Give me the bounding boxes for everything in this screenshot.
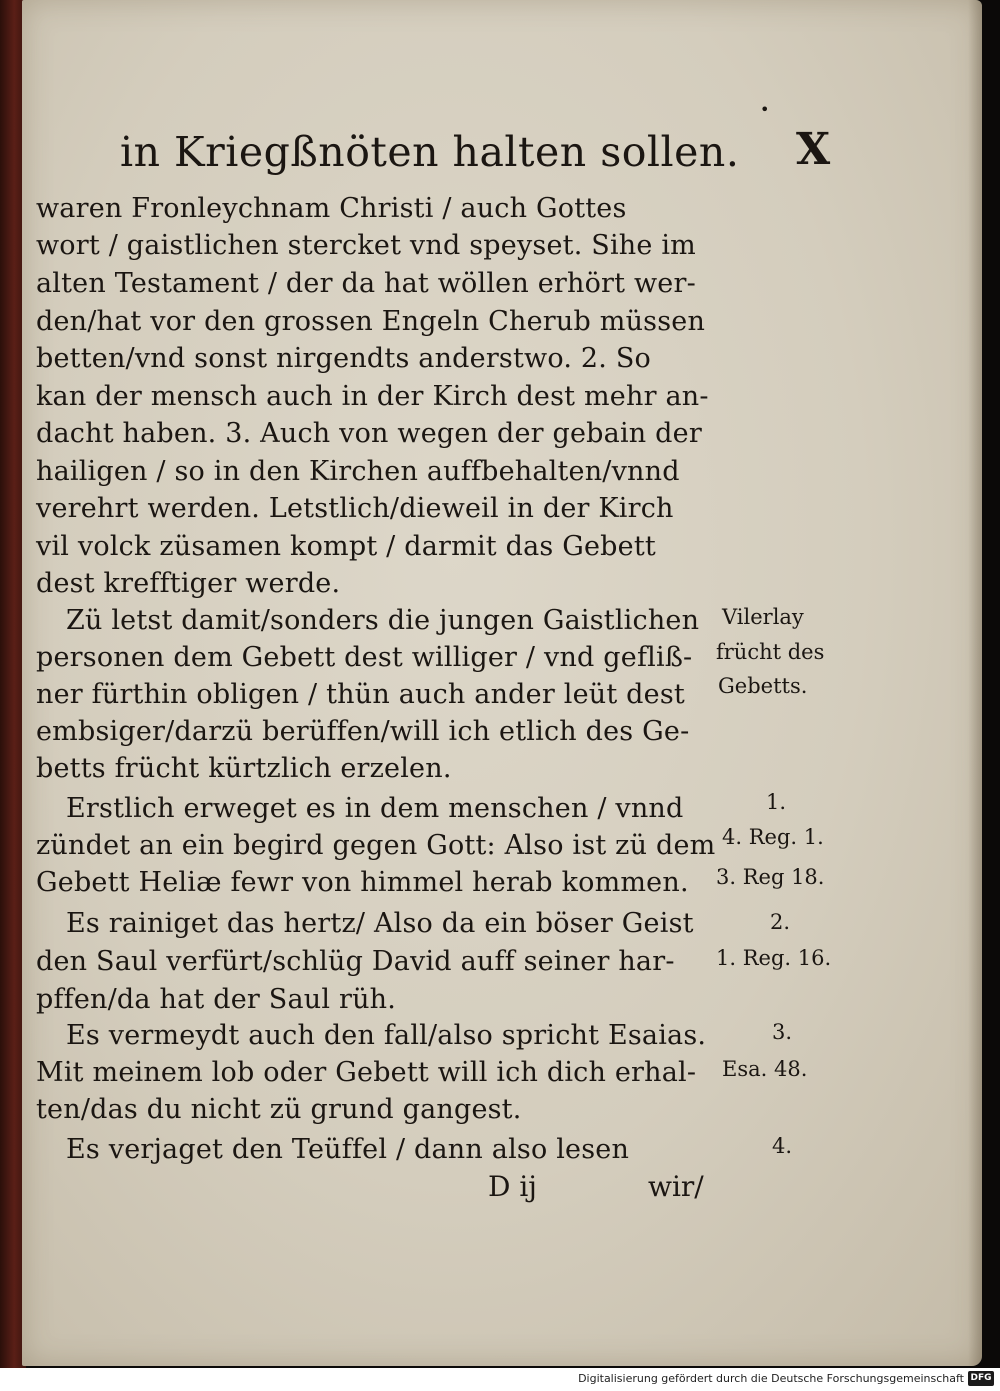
- leaf-signature: X: [796, 124, 831, 175]
- margin-note: 3. Reg 18.: [716, 865, 825, 889]
- text-line: dacht haben. 3. Auch von wegen der gebain der: [36, 418, 702, 449]
- text-line: betts frücht kürtzlich erzelen.: [36, 753, 452, 784]
- text-line: kan der mensch auch in der Kirch dest mehr an-: [36, 381, 709, 412]
- margin-note: 1.: [766, 790, 787, 814]
- paragraph-start: Es verjaget den Teüffel / dann also lesen: [66, 1134, 630, 1165]
- margin-note: Vilerlay: [722, 605, 804, 629]
- text-line: waren Fronleychnam Christi / auch Gottes: [36, 193, 627, 224]
- digitization-footer: [0, 1368, 1000, 1391]
- text-line: ner fürthin obligen / thün auch ander leüt dest: [36, 679, 685, 710]
- page-edge-shadow: [968, 0, 982, 1366]
- text-line: alten Testament / der da hat wöllen erhört wer-: [36, 268, 696, 299]
- text-line: Gebett Heliæ fewr von himmel herab kommen.: [36, 867, 689, 898]
- text-line: betten/vnd sonst nirgendts anderstwo. 2. So: [36, 343, 651, 374]
- catchword: wir/: [648, 1170, 704, 1203]
- text-line: dest krefftiger werde.: [36, 568, 341, 599]
- text-line: personen dem Gebett dest williger / vnd gefliß-: [36, 642, 693, 673]
- text-line: embsiger/darzü berüffen/will ich etlich des Ge-: [36, 716, 690, 747]
- ink-speck: •: [760, 100, 770, 119]
- text-line: vil volck züsamen kompt / darmit das Gebett: [36, 531, 656, 562]
- text-line: wort / gaistlichen stercket vnd speyset. Sihe im: [36, 230, 696, 261]
- text-line: pffen/da hat der Saul rüh.: [36, 984, 397, 1015]
- text-line: Mit meinem lob oder Gebett will ich dich erhal-: [36, 1057, 697, 1088]
- paragraph-start: Es rainiget das hertz/ Also da ein böser Geist: [66, 908, 694, 939]
- paragraph-start: Es vermeydt auch den fall/also spricht Esaias.: [66, 1020, 707, 1051]
- paragraph-start: Erstlich erweget es in dem menschen / vnnd: [66, 793, 684, 824]
- margin-note: frücht des: [716, 640, 825, 664]
- footer-credit: Digitalisierung gefördert durch die Deutsche Forschungsgemeinschaft: [578, 1372, 964, 1385]
- signature-mark: D ij: [488, 1170, 537, 1203]
- text-line: hailigen / so in den Kirchen auffbehalten/vnnd: [36, 456, 680, 487]
- text-line: zündet an ein begird gegen Gott: Also ist zü dem: [36, 830, 716, 861]
- text-line: den/hat vor den grossen Engeln Cherub müssen: [36, 306, 706, 337]
- margin-note: 2.: [770, 910, 791, 934]
- margin-note: Gebetts.: [718, 674, 808, 698]
- text-line: verehrt werden. Letstlich/dieweil in der Kirch: [36, 493, 674, 524]
- margin-note: 4.: [772, 1134, 793, 1158]
- running-head: in Kriegßnöten halten sollen.: [120, 128, 740, 176]
- margin-note: 4. Reg. 1.: [722, 825, 824, 849]
- margin-note: 3.: [772, 1020, 793, 1044]
- paragraph-start: Zü letst damit/sonders die jungen Gaistlichen: [66, 605, 700, 636]
- margin-note: 1. Reg. 16.: [716, 946, 832, 970]
- dfg-logo: DFG: [968, 1371, 994, 1386]
- text-line: ten/das du nicht zü grund gangest.: [36, 1094, 522, 1125]
- margin-note: Esa. 48.: [722, 1057, 808, 1081]
- text-line: den Saul verfürt/schlüg David auff seiner har-: [36, 946, 675, 977]
